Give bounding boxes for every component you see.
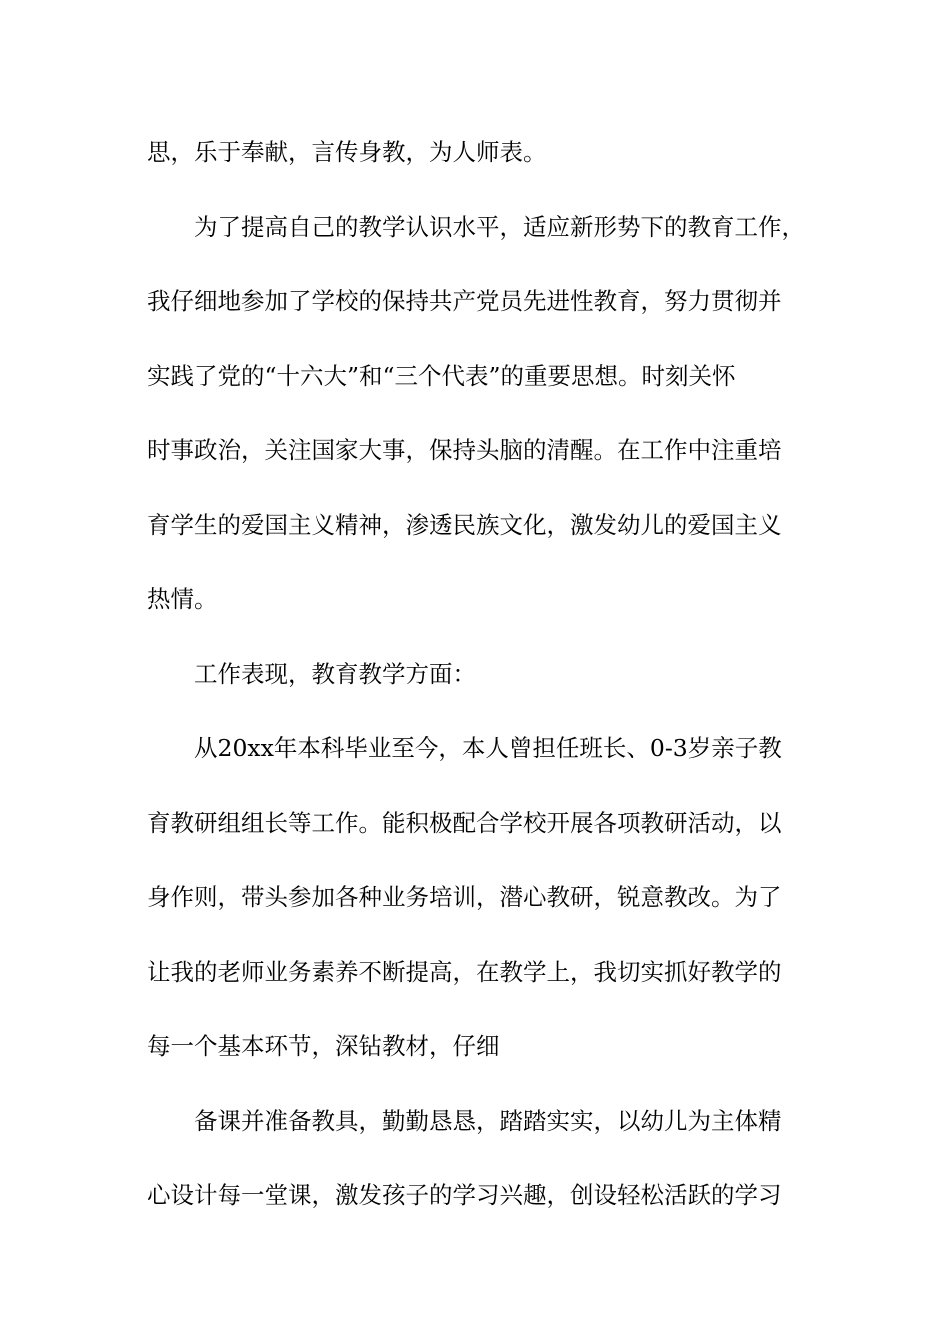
text-line: 思，乐于奉献，言传身教，为人师表。 [147,138,547,166]
text-line: 让我的老师业务素养不断提高，在教学上，我切实抓好教学的 [147,958,782,986]
text-line: 从20xx年本科毕业至今，本人曾担任班长、0-3岁亲子教 [194,734,782,762]
text-line: 身作则，带头参加各种业务培训，潜心教研，锐意教改。为了 [147,883,782,911]
text-line: 心设计每一堂课，激发孩子的学习兴趣，创设轻松活跃的学习 [147,1181,782,1209]
text-line: 每一个基本环节，深钻教材，仔细 [147,1032,500,1060]
section-heading: 工作表现，教育教学方面： [194,660,476,688]
text-line: 育学生的爱国主义精神，渗透民族文化，激发幼儿的爱国主义 [147,511,782,539]
text-line: 育教研组组长等工作。能积极配合学校开展各项教研活动，以 [147,809,782,837]
text-line: 我仔细地参加了学校的保持共产党员先进性教育，努力贯彻并 [147,287,782,315]
text-line: 备课并准备教具，勤勤恳恳，踏踏实实，以幼儿为主体精 [194,1107,782,1135]
text-line: 实践了党的“十六大”和“三个代表”的重要思想。时刻关怀 [147,362,736,390]
text-line: 时事政治，关注国家大事，保持头脑的清醒。在工作中注重培 [147,436,782,464]
text-line: 热情。 [147,585,218,613]
text-line: 为了提高自己的教学认识水平，适应新形势下的教育工作， [194,213,805,241]
